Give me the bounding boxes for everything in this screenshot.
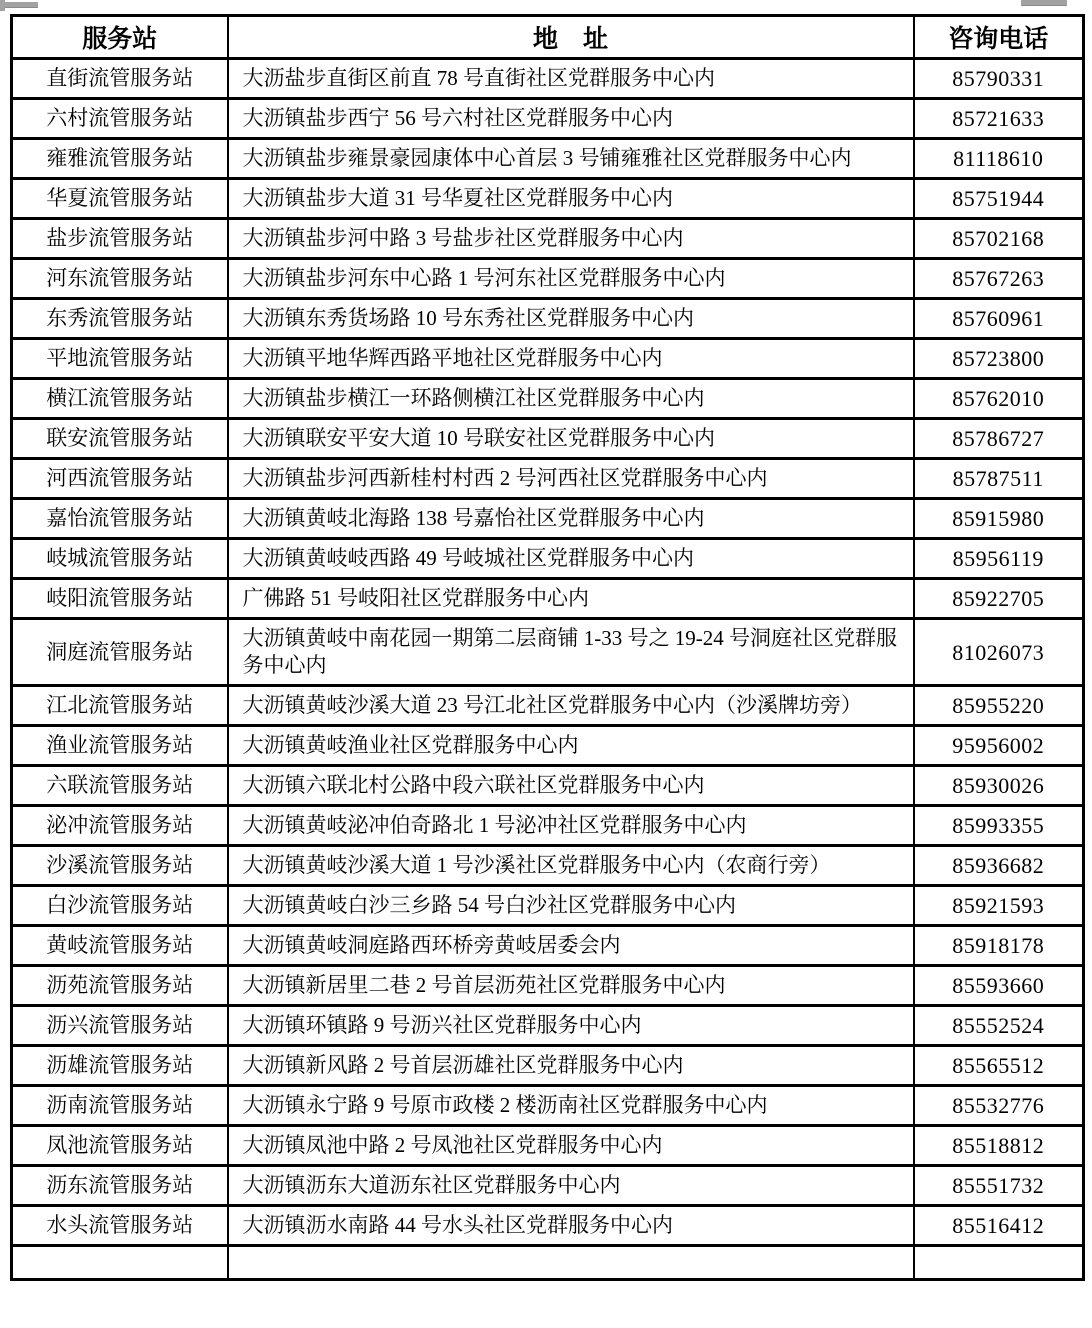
station-cell: 横江流管服务站 [12, 379, 228, 419]
table-row [12, 579, 1084, 619]
table-row [12, 686, 1084, 726]
table-row [12, 299, 1084, 339]
station-cell: 雍雅流管服务站 [12, 139, 228, 179]
phone-cell: 85702168 [914, 219, 1084, 259]
station-cell: 直街流管服务站 [12, 59, 228, 99]
header-station: 服务站 [12, 16, 228, 59]
address-cell: 大沥镇黄岐洞庭路西环桥旁黄岐居委会内 [228, 926, 914, 966]
address-cell: 大沥镇盐步大道 31 号华夏社区党群服务中心内 [228, 179, 914, 219]
table-row [12, 1046, 1084, 1086]
table-row [12, 419, 1084, 459]
station-cell: 联安流管服务站 [12, 419, 228, 459]
station-cell: 沥南流管服务站 [12, 1086, 228, 1126]
address-cell: 大沥镇盐步西宁 56 号六村社区党群服务中心内 [228, 99, 914, 139]
table-row [12, 1006, 1084, 1046]
station-cell: 江北流管服务站 [12, 686, 228, 726]
table-row [12, 926, 1084, 966]
station-cell: 白沙流管服务站 [12, 886, 228, 926]
station-cell: 沥东流管服务站 [12, 1166, 228, 1206]
address-cell: 大沥镇盐步河东中心路 1 号河东社区党群服务中心内 [228, 259, 914, 299]
address-cell: 大沥镇永宁路 9 号原市政楼 2 楼沥南社区党群服务中心内 [228, 1086, 914, 1126]
phone-cell: 85787511 [914, 459, 1084, 499]
station-cell: 岐城流管服务站 [12, 539, 228, 579]
address-cell: 大沥镇凤池中路 2 号凤池社区党群服务中心内 [228, 1126, 914, 1166]
address-cell: 大沥镇盐步河中路 3 号盐步社区党群服务中心内 [228, 219, 914, 259]
address-cell: 大沥镇沥东大道沥东社区党群服务中心内 [228, 1166, 914, 1206]
station-cell: 河东流管服务站 [12, 259, 228, 299]
phone-cell: 85516412 [914, 1206, 1084, 1246]
address-cell: 大沥镇新风路 2 号首层沥雄社区党群服务中心内 [228, 1046, 914, 1086]
phone-cell: 85921593 [914, 886, 1084, 926]
phone-cell: 85551732 [914, 1166, 1084, 1206]
phone-cell: 85721633 [914, 99, 1084, 139]
table-row [12, 846, 1084, 886]
table-row [12, 539, 1084, 579]
station-cell: 沙溪流管服务站 [12, 846, 228, 886]
station-cell: 沥苑流管服务站 [12, 966, 228, 1006]
table-row [12, 259, 1084, 299]
table-row [12, 59, 1084, 99]
table-row [12, 139, 1084, 179]
address-cell: 大沥镇沥水南路 44 号水头社区党群服务中心内 [228, 1206, 914, 1246]
service-station-table [10, 14, 1085, 1281]
station-cell: 渔业流管服务站 [12, 726, 228, 766]
station-cell: 岐阳流管服务站 [12, 579, 228, 619]
address-cell: 大沥镇盐步河西新桂村村西 2 号河西社区党群服务中心内 [228, 459, 914, 499]
table-row [12, 219, 1084, 259]
phone-cell: 85767263 [914, 259, 1084, 299]
address-cell: 大沥镇东秀货场路 10 号东秀社区党群服务中心内 [228, 299, 914, 339]
table-row-partial [12, 1246, 1084, 1280]
header-phone: 咨询电话 [914, 16, 1084, 59]
table-row [12, 339, 1084, 379]
page-edge-fragment-right [1021, 0, 1067, 6]
address-cell: 大沥镇新居里二巷 2 号首层沥苑社区党群服务中心内 [228, 966, 914, 1006]
phone-cell: 95956002 [914, 726, 1084, 766]
phone-cell: 85786727 [914, 419, 1084, 459]
station-table-body [12, 59, 1084, 1280]
phone-cell: 85723800 [914, 339, 1084, 379]
address-cell-empty [228, 1246, 914, 1280]
address-cell: 大沥镇黄岐沙溪大道 23 号江北社区党群服务中心内（沙溪牌坊旁） [228, 686, 914, 726]
station-cell: 平地流管服务站 [12, 339, 228, 379]
station-cell: 黄岐流管服务站 [12, 926, 228, 966]
table-row [12, 1126, 1084, 1166]
station-cell: 六村流管服务站 [12, 99, 228, 139]
address-cell: 大沥镇六联北村公路中段六联社区党群服务中心内 [228, 766, 914, 806]
phone-cell: 85790331 [914, 59, 1084, 99]
phone-cell: 85956119 [914, 539, 1084, 579]
address-cell: 广佛路 51 号岐阳社区党群服务中心内 [228, 579, 914, 619]
phone-cell: 85762010 [914, 379, 1084, 419]
station-cell-empty [12, 1246, 228, 1280]
phone-cell: 85930026 [914, 766, 1084, 806]
table-row [12, 726, 1084, 766]
phone-cell: 85518812 [914, 1126, 1084, 1166]
station-cell: 河西流管服务站 [12, 459, 228, 499]
phone-cell-empty [914, 1246, 1084, 1280]
table-row [12, 1086, 1084, 1126]
page-edge-fragment-left-horizontal [5, 2, 38, 8]
station-cell: 华夏流管服务站 [12, 179, 228, 219]
station-cell: 洞庭流管服务站 [12, 619, 228, 686]
address-cell: 大沥镇黄岐泌冲伯奇路北 1 号泌冲社区党群服务中心内 [228, 806, 914, 846]
phone-cell: 85760961 [914, 299, 1084, 339]
address-cell: 大沥镇黄岐岐西路 49 号岐城社区党群服务中心内 [228, 539, 914, 579]
table-row [12, 99, 1084, 139]
table-row [12, 966, 1084, 1006]
phone-cell: 85955220 [914, 686, 1084, 726]
station-cell: 沥雄流管服务站 [12, 1046, 228, 1086]
phone-cell: 85593660 [914, 966, 1084, 1006]
phone-cell: 81118610 [914, 139, 1084, 179]
address-cell: 大沥镇盐步雍景豪园康体中心首层 3 号铺雍雅社区党群服务中心内 [228, 139, 914, 179]
phone-cell: 85532776 [914, 1086, 1084, 1126]
phone-cell: 85751944 [914, 179, 1084, 219]
table-row [12, 379, 1084, 419]
phone-cell: 85918178 [914, 926, 1084, 966]
station-cell: 沥兴流管服务站 [12, 1006, 228, 1046]
address-cell: 大沥镇环镇路 9 号沥兴社区党群服务中心内 [228, 1006, 914, 1046]
table-row [12, 766, 1084, 806]
table-row [12, 499, 1084, 539]
address-cell: 大沥盐步直街区前直 78 号直街社区党群服务中心内 [228, 59, 914, 99]
address-cell: 大沥镇盐步横江一环路侧横江社区党群服务中心内 [228, 379, 914, 419]
header-address: 地 址 [228, 16, 914, 59]
table-row [12, 1206, 1084, 1246]
address-cell: 大沥镇黄岐北海路 138 号嘉怡社区党群服务中心内 [228, 499, 914, 539]
table-row [12, 459, 1084, 499]
phone-cell: 85915980 [914, 499, 1084, 539]
station-cell: 水头流管服务站 [12, 1206, 228, 1246]
address-cell: 大沥镇黄岐中南花园一期第二层商铺 1-33 号之 19-24 号洞庭社区党群服务中心内 [228, 619, 914, 686]
station-cell: 泌冲流管服务站 [12, 806, 228, 846]
phone-cell: 85993355 [914, 806, 1084, 846]
address-cell: 大沥镇黄岐渔业社区党群服务中心内 [228, 726, 914, 766]
address-cell: 大沥镇联安平安大道 10 号联安社区党群服务中心内 [228, 419, 914, 459]
address-cell: 大沥镇平地华辉西路平地社区党群服务中心内 [228, 339, 914, 379]
phone-cell: 85922705 [914, 579, 1084, 619]
station-cell: 六联流管服务站 [12, 766, 228, 806]
table-row [12, 806, 1084, 846]
phone-cell: 85565512 [914, 1046, 1084, 1086]
table-row [12, 1166, 1084, 1206]
table-header-row [12, 16, 1084, 59]
station-cell: 嘉怡流管服务站 [12, 499, 228, 539]
station-cell: 凤池流管服务站 [12, 1126, 228, 1166]
address-cell: 大沥镇黄岐白沙三乡路 54 号白沙社区党群服务中心内 [228, 886, 914, 926]
table-row [12, 886, 1084, 926]
station-cell: 东秀流管服务站 [12, 299, 228, 339]
table-row [12, 619, 1084, 686]
address-cell: 大沥镇黄岐沙溪大道 1 号沙溪社区党群服务中心内（农商行旁） [228, 846, 914, 886]
station-cell: 盐步流管服务站 [12, 219, 228, 259]
phone-cell: 81026073 [914, 619, 1084, 686]
table-row [12, 179, 1084, 219]
phone-cell: 85936682 [914, 846, 1084, 886]
phone-cell: 85552524 [914, 1006, 1084, 1046]
